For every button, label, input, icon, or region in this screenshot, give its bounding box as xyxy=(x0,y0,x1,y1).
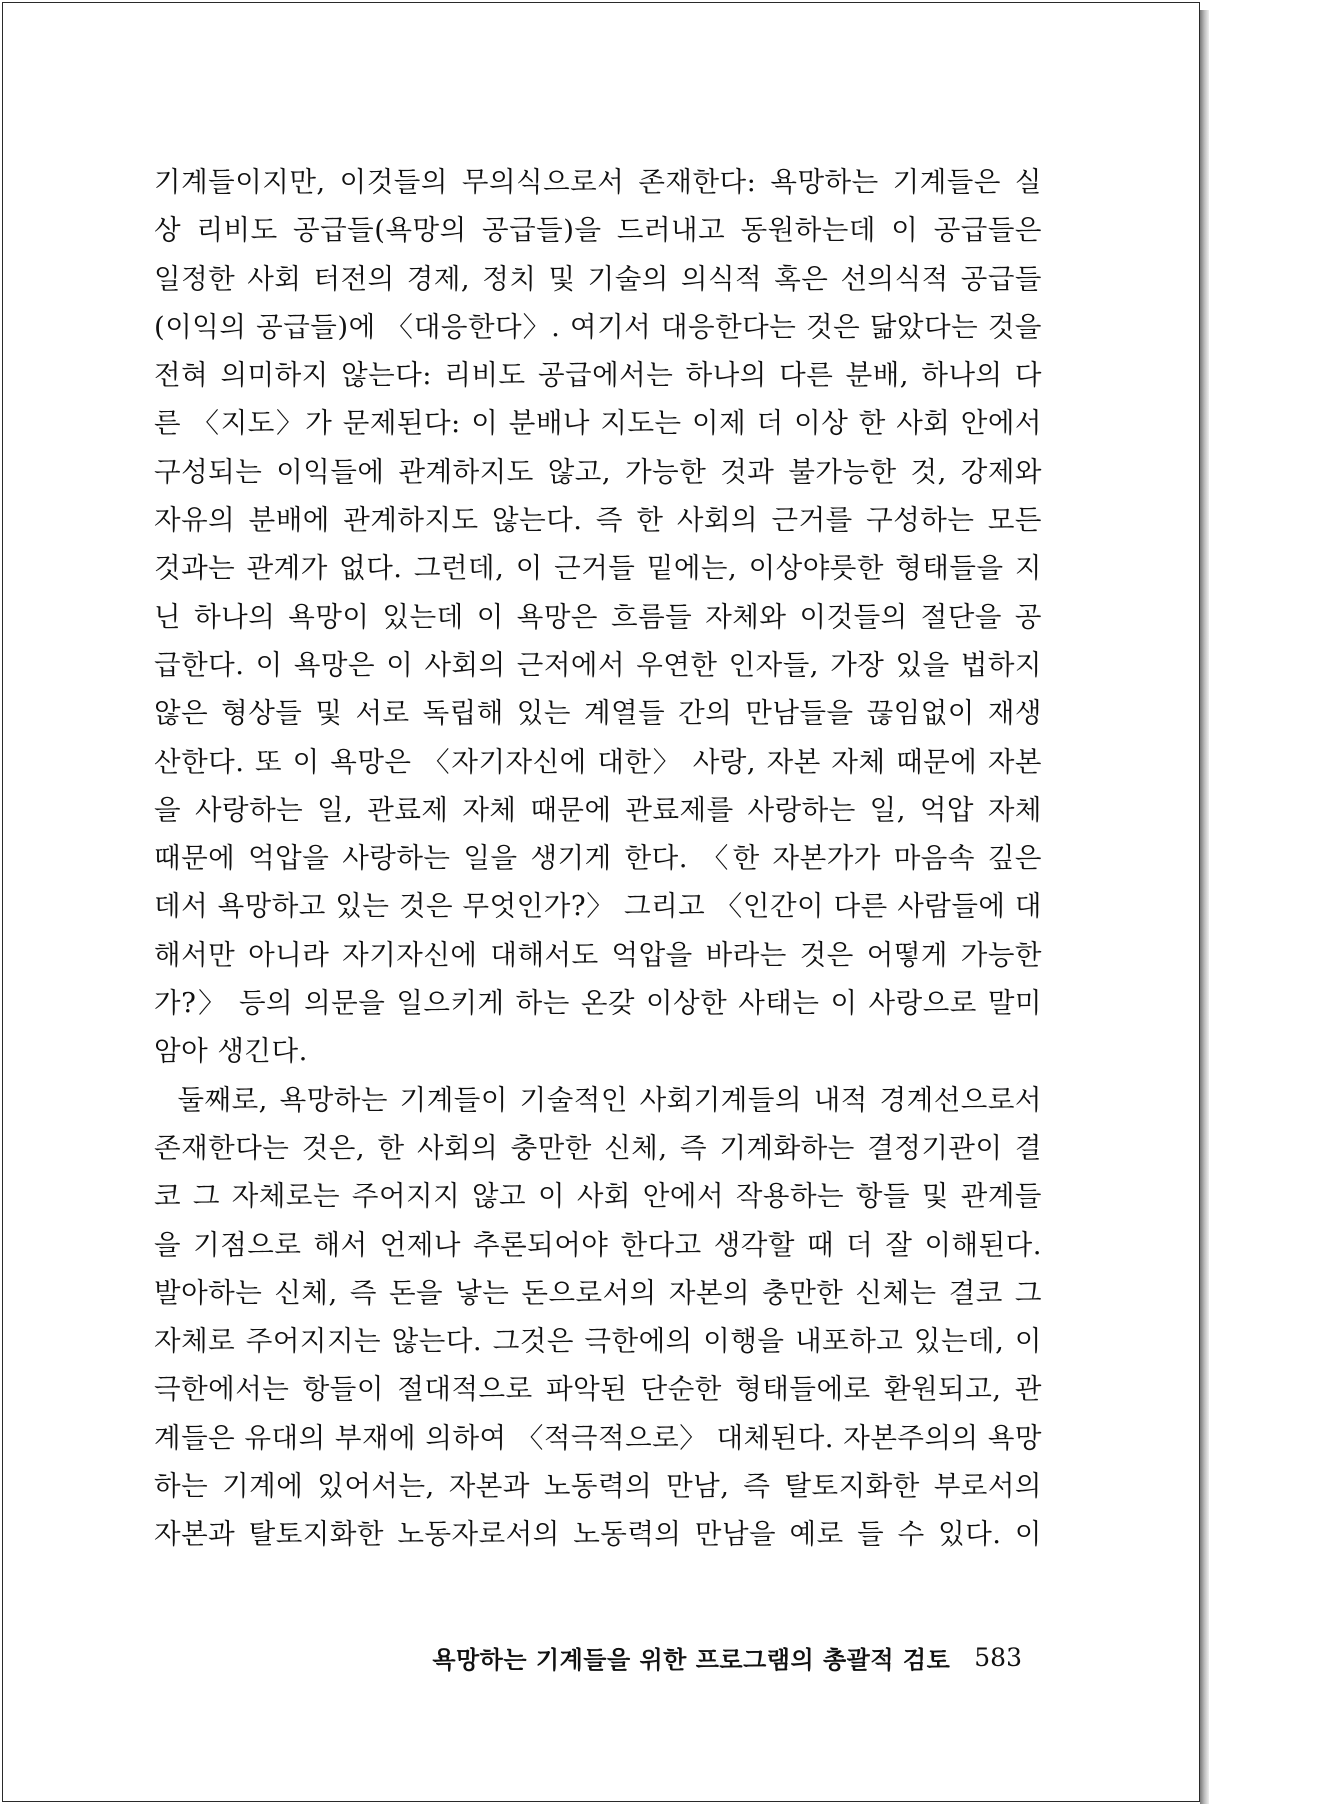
text-line: 때문에 억압을 사랑하는 일을 생기게 한다. 〈한 자본가가 마음속 깊은 xyxy=(154,842,1042,875)
running-title: 욕망하는 기계들을 위한 프로그램의 총괄적 검토 xyxy=(432,1644,951,1674)
text-line: 것과는 관계가 없다. 그런데, 이 근거들 밑에는, 이상야릇한 형태들을 지 xyxy=(154,552,1042,585)
text-line: 자체로 주어지지는 않는다. 그것은 극한에의 이행을 내포하고 있는데, 이 xyxy=(154,1325,1042,1358)
text-line: 구성되는 이익들에 관계하지도 않고, 가능한 것과 불가능한 것, 강제와 xyxy=(154,455,1042,488)
text-line: 일정한 사회 터전의 경제, 정치 및 기술의 의식적 혹은 선의식적 공급들 xyxy=(154,262,1042,295)
text-line: 을 기점으로 해서 언제나 추론되어야 한다고 생각할 때 더 잘 이해된다. xyxy=(154,1228,1042,1261)
text-line: 자유의 분배에 관계하지도 않는다. 즉 한 사회의 근거를 구성하는 모든 xyxy=(154,504,1042,537)
text-line: 해서만 아니라 자기자신에 대해서도 억압을 바라는 것은 어떻게 가능한 xyxy=(154,938,1042,971)
text-line: 계들은 유대의 부재에 의하여 〈적극적으로〉 대체된다. 자본주의의 욕망 xyxy=(154,1421,1042,1454)
text-line: 극한에서는 항들이 절대적으로 파악된 단순한 형태들에로 환원되고, 관 xyxy=(154,1373,1042,1406)
body-text xyxy=(154,158,1042,1559)
text-line: 전혀 의미하지 않는다: 리비도 공급에서는 하나의 다른 분배, 하나의 다 xyxy=(154,359,1042,392)
text-line: 닌 하나의 욕망이 있는데 이 욕망은 흐름들 자체와 이것들의 절단을 공 xyxy=(154,600,1042,633)
page-number: 583 xyxy=(974,1642,1022,1672)
text-line: 산한다. 또 이 욕망은 〈자기자신에 대한〉 사랑, 자본 자체 때문에 자본 xyxy=(154,745,1042,778)
text-line: 른 〈지도〉가 문제된다: 이 분배나 지도는 이제 더 이상 한 사회 안에서 xyxy=(154,407,1042,440)
text-line: 않은 형상들 및 서로 독립해 있는 계열들 간의 만남들을 끊임없이 재생 xyxy=(154,697,1042,730)
text-line: 데서 욕망하고 있는 것은 무엇인가?〉 그리고 〈인간이 다른 사람들에 대 xyxy=(154,890,1042,923)
text-line: 자본과 탈토지화한 노동자로서의 노동력의 만남을 예로 들 수 있다. 이 xyxy=(154,1518,1042,1551)
text-line: 존재한다는 것은, 한 사회의 충만한 신체, 즉 기계화하는 결정기관이 결 xyxy=(154,1131,1042,1164)
text-line: 을 사랑하는 일, 관료제 자체 때문에 관료제를 사랑하는 일, 억압 자체 xyxy=(154,793,1042,826)
page-edge-shadow xyxy=(1200,10,1209,1804)
text-line: 상 리비도 공급들(욕망의 공급들)을 드러내고 동원하는데 이 공급들은 xyxy=(154,214,1042,247)
text-line: (이익의 공급들)에 〈대응한다〉. 여기서 대응한다는 것은 닮았다는 것을 xyxy=(154,310,1042,343)
text-line: 둘째로, 욕망하는 기계들이 기술적인 사회기계들의 내적 경계선으로서 xyxy=(154,1083,1042,1116)
page-footer xyxy=(432,1637,1022,1677)
text-line: 가?〉 등의 의문을 일으키게 하는 온갖 이상한 사태는 이 사랑으로 말미 xyxy=(154,987,1042,1020)
text-line: 하는 기계에 있어서는, 자본과 노동력의 만남, 즉 탈토지화한 부로서의 xyxy=(154,1470,1042,1503)
text-line: 암아 생긴다. xyxy=(154,1035,308,1068)
text-line: 코 그 자체로는 주어지지 않고 이 사회 안에서 작용하는 항들 및 관계들 xyxy=(154,1180,1042,1213)
text-line: 발아하는 신체, 즉 돈을 낳는 돈으로서의 자본의 충만한 신체는 결코 그 xyxy=(154,1276,1042,1309)
text-line: 기계들이지만, 이것들의 무의식으로서 존재한다: 욕망하는 기계들은 실 xyxy=(154,166,1042,198)
text-line: 급한다. 이 욕망은 이 사회의 근저에서 우연한 인자들, 가장 있을 법하지 xyxy=(154,648,1042,681)
